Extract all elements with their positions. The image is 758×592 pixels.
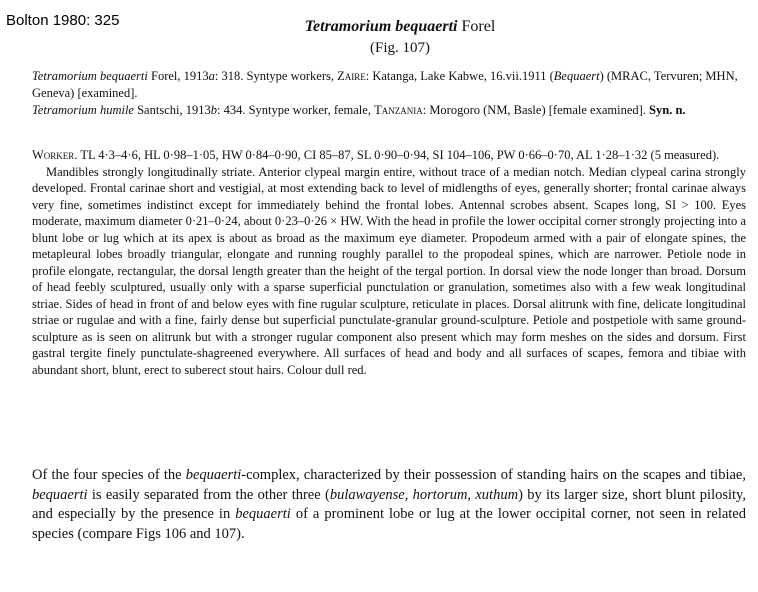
year-suffix: a bbox=[208, 69, 215, 83]
citation-text: : 318. Syntype workers, bbox=[214, 69, 338, 83]
species-author: Forel bbox=[461, 18, 496, 35]
collector-name: Bequaert bbox=[553, 69, 600, 83]
diagnostic-summary bbox=[32, 466, 746, 544]
worker-measurements bbox=[32, 147, 746, 164]
locality-text: : Katanga, Lake Kabwe, 16.vii.1911 ( bbox=[365, 69, 554, 83]
citation-text: Santschi, 1913 bbox=[133, 103, 211, 117]
measurement-text: . TL 4·3–4·6, HL 0·98–1·05, HW 0·84–0·90, CI 85–87, SL 0·90–0·94, SI 104–106, PW 0·66–0·70, AL 1·28–1·32 (5 measured). bbox=[74, 148, 720, 162]
summary-italic: bulawayense, hortorum, xuthum bbox=[329, 486, 519, 503]
taxon-name: Tetramorium humile bbox=[32, 103, 134, 117]
species-heading bbox=[200, 18, 600, 36]
depository-text: ) (MRAC, Tervuren; MHN, Geneva) [examined]. bbox=[32, 69, 738, 100]
summary-text: Of the four species of the bbox=[32, 467, 186, 483]
taxon-name: Tetramorium bequaerti bbox=[32, 69, 148, 83]
worker-section bbox=[32, 147, 746, 378]
summary-italic: bequaerti bbox=[185, 467, 242, 483]
new-synonym-label: Syn. n. bbox=[649, 103, 686, 117]
figure-reference: (Fig. 107) bbox=[370, 40, 430, 56]
species-name: Tetramorium bequaerti bbox=[304, 18, 458, 35]
synonymy-list bbox=[32, 68, 744, 119]
locality-text: : Morogoro (NM, Basle) [female examined]. bbox=[422, 103, 650, 117]
year-suffix: b bbox=[210, 103, 217, 117]
citation-text: Forel, 1913 bbox=[147, 69, 209, 83]
summary-text: of a prominent lobe or lug at the lower occipital corner, not seen in related species (compare Figs 106 and 107). bbox=[32, 506, 746, 542]
source-reference: Bolton 1980: 325 bbox=[6, 12, 120, 29]
country-name: Tanzania bbox=[374, 103, 423, 117]
summary-text: ) by its larger size, short blunt pilosity, and especially by the presence in bbox=[32, 486, 746, 522]
worker-description: Mandibles strongly longitudinally striate. Anterior clypeal margin entire, without trace of a median notch. Median clypeal carina strongly developed. Frontal carinae short and vestigial, at most extending back to level of midlengths of eyes, generally shorter; frontal carinae always very fine, sometimes indistinct except for immediately behind the frontal lobes. Antennal scrobes absent. Scapes long, SI > 100. Eyes moderate, maximum diameter 0·21–0·24, about 0·23–0·26 × HW. With the head in profile the lower occipital corner strongly projecting into a blunt lobe or lug which at its apex is about as broad as the maximum eye diameter. Propodeum armed with a pair of elongate spines, the metapleural lobes broadly triangular, elongate and running roughly parallel to the propodeal spines, which are narrower. Petiole node in profile elongate, rectangular, the dorsal length greater than the height of the tergal portion. In dorsal view the node longer than broad. Dorsum of head feebly sculptured, usually only with a sparse superficial punctulation or granulation, sometimes also with a few weak longitudinal striae. Sides of head in front of and below eyes with fine rugular sculpture, reticulate in places. Dorsal alitrunk with fine, delicate longitudinal striae or rugulae and with a fine, fairly dense but superficial punctulate-granular ground-sculpture. Petiole and postpetiole with same ground-sculpture as is seen on alitrunk but with a stronger rugular component also present which may form meshes on the sides and dorsum. First gastral tergite finely punctulate-shagreened everywhere. All surfaces of head and body and all surfaces of scapes, femora and tibiae with abundant short, blunt, erect to suberect stout hairs. Colour dull red. bbox=[32, 164, 746, 377]
summary-italic: bequaerti bbox=[235, 506, 291, 522]
summary-italic: bequaerti bbox=[32, 486, 88, 503]
synonymy-entry bbox=[32, 102, 744, 119]
summary-text: -complex, characterized by their possession of standing hairs on the scapes and tibiae, bbox=[241, 467, 746, 483]
summary-paragraph bbox=[32, 466, 746, 544]
citation-text: : 434. Syntype worker, female, bbox=[216, 103, 375, 117]
country-name: Zaire bbox=[337, 69, 366, 83]
worker-label: Worker bbox=[32, 148, 75, 162]
synonymy-entry bbox=[32, 68, 744, 102]
summary-text: is easily separated from the other three ( bbox=[87, 486, 330, 503]
